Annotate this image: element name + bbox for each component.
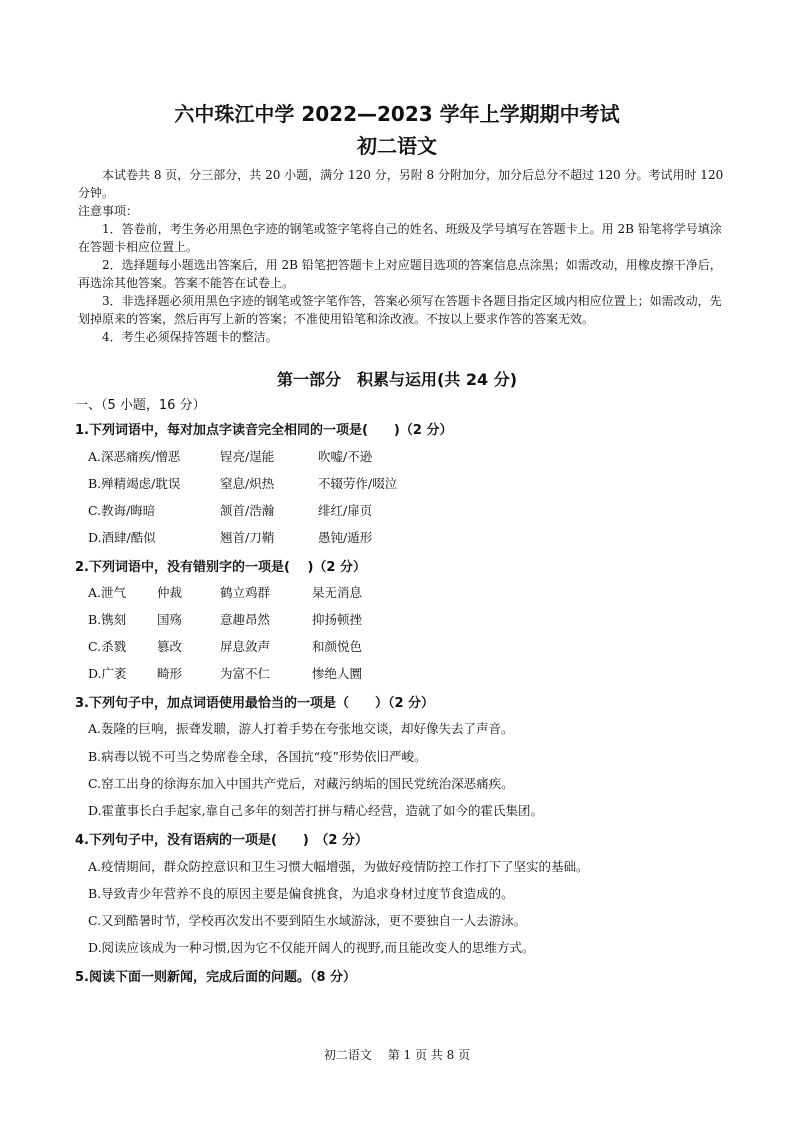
option: 为富不仁 [220,666,271,681]
option: A.泄气 [88,585,127,600]
page-footer: 初二语文 第 1 页 共 8 页 [323,1048,471,1062]
notice-item: 1．答卷前，考生务必用黑色字迹的钢笔或签字笔将自己的姓名、班级及学号填写在答题卡上。用 2B 铅笔将学号填涂在答题卡相应位置上。 [78,222,722,254]
option: A.深恶痛疾/憎恶 [88,449,181,464]
option: D.广袤 [88,666,127,681]
option: B.殚精竭虑/耽误 [88,476,181,491]
option: B.病毒以锐不可当之势席卷全球，各国抗“疫”形势依旧严峻。 [88,749,427,764]
option: A.疫情期间，群众防控意识和卫生习惯大幅增强，为做好疫情防控工作打下了坚实的基础。 [88,859,589,874]
notice-item: 4．考生必须保持答题卡的整洁。 [102,330,278,344]
option: 畸形 [157,666,183,681]
subject-title: 初二语文 [357,134,437,158]
option: 惨绝人圜 [312,666,363,681]
notice-item: 3．非选择题必须用黑色字迹的钢笔或签字笔作答，答案必须写在答题卡各题目指定区域内相应位置上；如需改动，先划掉原来的答案，然后再写上新的答案；不准使用铅笔和涂改液。不按以上要求作答的答案无效。 [78,294,722,326]
option: 鹤立鸡群 [220,585,271,600]
option: B.导致青少年营养不良的原因主要是偏食挑食，为追求身材过度节食造成的。 [88,886,514,901]
option: 吹嘘/不逊 [318,449,373,464]
option: 屏息敛声 [220,639,271,654]
option: 仲裁 [157,585,183,600]
option: 抑扬顿挫 [312,612,363,627]
option: 篡改 [157,639,183,654]
option: D.阅读应该成为一种习惯,因为它不仅能开阔人的视野,而且能改变人的思维方式。 [88,940,535,955]
option: 愚钝/遁形 [318,530,373,545]
option: 窒息/炽热 [220,476,275,491]
exam-summary: 本试卷共 8 页，分三部分，共 20 小题，满分 120 分，另附 8 分附加分，加分后总分不超过 120 分。考试用时 120 分钟。 [78,168,724,200]
part-label: 一、（5 小题，16 分） [75,398,206,413]
option: 颔首/浩瀚 [220,503,275,518]
option: 绯红/扉页 [318,503,373,518]
notice-item: 2．选择题每小题选出答案后，用 2B 铅笔把答题卡上对应题目选项的答案信息点涂黑；如需改动，用橡皮擦干净后，再选涂其他答案。答案不能答在试卷上。 [78,258,722,290]
option: 和颜悦色 [312,639,363,654]
option: B.镌刻 [88,612,127,627]
option: 翘首/刀鞘 [220,530,275,545]
option: C.教诲/晦暗 [88,503,156,518]
option: C.窑工出身的徐海东加入中国共产党后，对藏污纳垢的国民党统治深恶痛疾。 [88,776,514,791]
option: D.酒肆/酷似 [88,530,156,545]
option: 意趣昂然 [220,612,271,627]
option: 锃亮/逞能 [220,449,275,464]
question-stem: 3.下列句子中，加点词语使用最恰当的一项是（ ）（2 分） [75,696,435,711]
option: A.轰隆的巨响，振聋发聩，游人打着手势在夸张地交谈，却好像失去了声音。 [88,721,514,736]
question-stem: 2.下列词语中，没有错别字的一项是( )（2 分） [75,560,366,575]
option: 国殇 [157,612,183,627]
question-stem: 5.阅读下面一则新闻，完成后面的问题。（8 分） [75,970,357,985]
option: C.又到酷暑时节，学校再次发出不要到陌生水域游泳，更不要独自一人去游泳。 [88,913,527,928]
option: 杲无消息 [312,585,363,600]
option: C.杀戮 [88,639,127,654]
option: 不辍劳作/啜泣 [318,476,398,491]
exam-instructions [78,166,728,346]
question-stem: 4.下列句子中，没有语病的一项是( ) （2 分） [75,833,368,848]
exam-title: 六中珠江中学 2022—2023 学年上学期期中考试 [174,102,620,126]
option: D.霍董事长白手起家,靠自己多年的刻苦打拼与精心经营，造就了如今的霍氏集团。 [88,803,544,818]
section-title: 第一部分 积累与运用(共 24 分) [276,370,518,389]
question-stem: 1.下列词语中，每对加点字读音完全相同的一项是( )（2 分） [75,423,453,438]
notice-label: 注意事项： [78,204,139,218]
